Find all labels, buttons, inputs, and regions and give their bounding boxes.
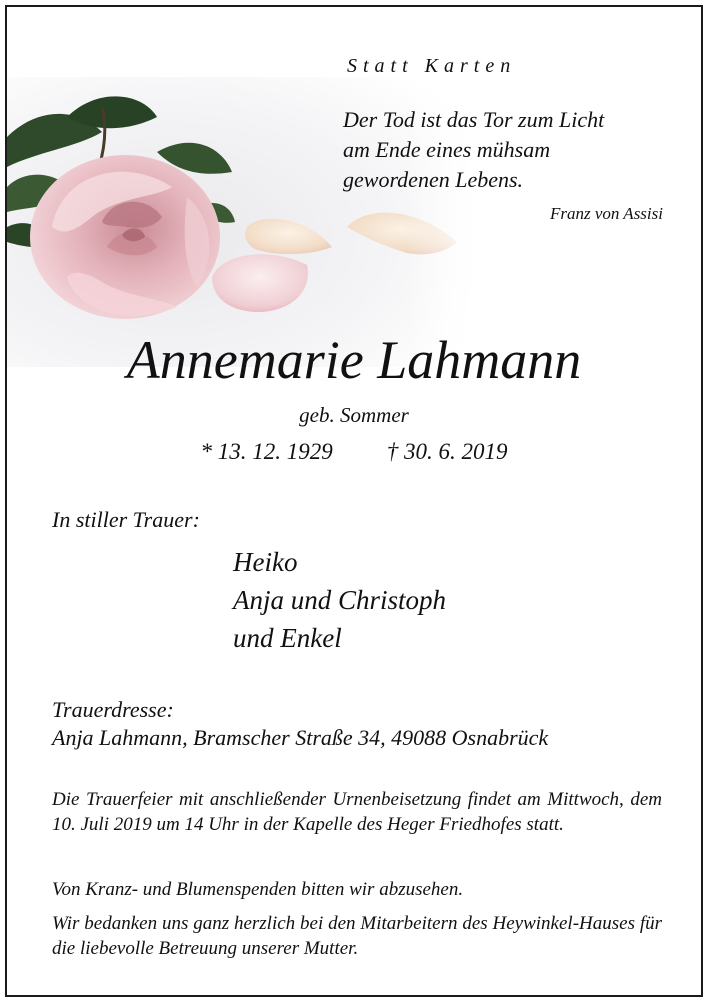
- mourner-name: und Enkel: [233, 623, 342, 653]
- mourner-list: [233, 543, 446, 657]
- mourner-name: Anja und Christoph: [233, 585, 447, 615]
- address-value: Anja Lahmann, Bramscher Straße 34, 49088 Osnabrück: [52, 725, 549, 750]
- deceased-name: Annemarie Lahmann: [126, 330, 582, 390]
- life-dates: [7, 439, 701, 465]
- quote-line: Der Tod ist das Tor zum Licht: [343, 107, 605, 132]
- obituary-card: [5, 5, 703, 997]
- quote-line: am Ende eines mühsam: [343, 137, 551, 162]
- mourning-label: In stiller Trauer:: [52, 507, 200, 532]
- quote-line: gewordenen Lebens.: [343, 167, 524, 192]
- donation-note-paragraph: Von Kranz- und Blumenspenden bitten wir abzusehen.: [52, 879, 464, 900]
- funeral-info-paragraph: Die Trauerfeier mit anschließender Urnenbeisetzung findet am Mittwoch, dem 10. Juli 2019 um 14 Uhr in der Kapelle des Heger Friedhofes statt.: [52, 789, 662, 835]
- thanks-paragraph: Wir bedanken uns ganz herzlich bei den Mitarbeitern des Heywinkel-Hauses für die liebevolle Betreuung unserer Mutter.: [52, 913, 662, 959]
- quote-author: Franz von Assisi: [549, 204, 663, 223]
- quote-block: [343, 105, 683, 195]
- birth-date: * 13. 12. 1929: [200, 439, 333, 464]
- maiden-name: geb. Sommer: [299, 403, 409, 427]
- header-note: Statt Karten: [347, 55, 517, 77]
- mourner-name: Heiko: [233, 547, 298, 577]
- address-label: Trauerdresse:: [52, 697, 174, 722]
- death-date: † 30. 6. 2019: [386, 439, 508, 464]
